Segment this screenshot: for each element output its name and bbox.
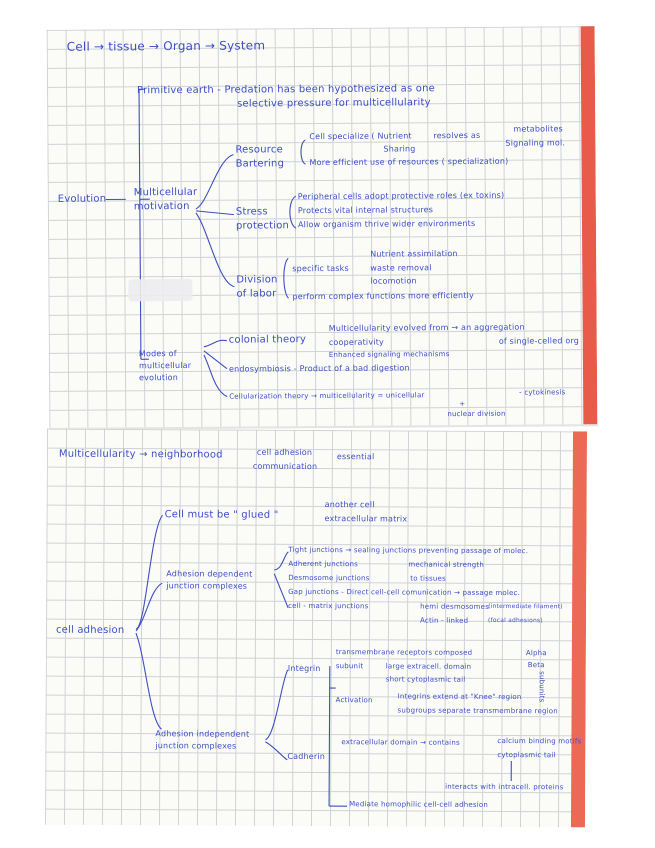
gap-junctions-text: Gap junctions - Direct cell-cell comunication → passage molec. xyxy=(288,587,521,598)
endosymbiosis-text: endosymbiosis - Product of a bad digestion xyxy=(228,363,410,374)
specific-tasks-text: specific tasks xyxy=(292,263,349,274)
desmosome-junctions-text: Desmosome junctions xyxy=(288,573,370,583)
division-label-2: of labor xyxy=(236,288,277,300)
transmembrane-text: transmembrane receptors composed xyxy=(335,648,473,657)
tight-junctions-text: Tight junctions → sealing junctions preventing passage of molec. xyxy=(288,545,529,556)
title-cell-to-system: Cell → tissue → Organ → System xyxy=(66,38,266,54)
adherent-junctions-text: Adherent junctions xyxy=(288,559,358,569)
to-tissues-text: to tissues xyxy=(410,574,446,583)
crossed-out-scribble xyxy=(128,279,192,301)
activation-label: Activation xyxy=(335,696,373,705)
efficient-use-text: More efficient use of resources ( specialization) xyxy=(309,156,509,168)
cell-adhesion-item: cell adhesion xyxy=(256,447,313,457)
of-single-celled-text: of single-celled org xyxy=(498,336,580,346)
modes-label-1: Modes of xyxy=(138,349,177,359)
mindmap-lines-bottom xyxy=(45,429,587,828)
mediate-homophilic-text: Mediate homophilic cell-cell adhesion xyxy=(349,800,489,809)
adhesion-dependent-1: Adhesion dependent xyxy=(166,569,253,579)
nutrient-text: ( Nutrient xyxy=(371,131,412,141)
protects-text: Protects vital internal structures xyxy=(297,205,434,216)
metabolites-text: metabolites xyxy=(513,124,563,134)
notes-sheet-top xyxy=(47,26,598,430)
glued-text: Cell must be " glued " xyxy=(164,509,279,521)
another-cell-text: another cell xyxy=(324,500,375,510)
actin-linked-text: Actin - linked xyxy=(420,616,469,625)
subgroups-text: subgroups separate transmembrane region xyxy=(397,706,558,716)
calcium-binding-text: calcium binding motifs xyxy=(497,736,582,746)
subunits-side-text: subunits xyxy=(537,671,546,703)
cellularization-text: Cellularization theory → multicellularity = unicellular xyxy=(229,391,425,401)
plus-sign: + xyxy=(459,400,466,409)
modes-label-2: multicellular xyxy=(138,360,192,371)
extracellular-domain-text: extracellular domain → contains xyxy=(341,738,460,747)
perform-functions-text: perform complex functions more efficiently xyxy=(292,290,474,302)
actin-note: (focal adhesions) xyxy=(488,616,543,625)
notes-sheet-bottom xyxy=(45,429,587,828)
hemi-note: (intermediate filament) xyxy=(488,602,563,611)
multicellularity-from-text: Multicellularity evolved from → an aggregation xyxy=(328,322,525,333)
resolves-text: resolves as xyxy=(433,130,481,141)
subunit-text: subunit xyxy=(335,662,364,671)
nutrient-assimilation-text: Nutrient assimilation xyxy=(370,249,458,259)
alpha-text: Alpha xyxy=(525,649,547,658)
division-label-1: Division xyxy=(236,274,278,286)
enhanced-signaling-text: Enhanced signaling mechanisms xyxy=(328,350,450,359)
modes-label-3: evolution xyxy=(139,373,179,383)
cell-matrix-junctions-text: cell - matrix junctions xyxy=(288,601,369,611)
stress-label-2: protection xyxy=(235,220,290,232)
signaling-text: Signaling mol. xyxy=(505,138,566,148)
integrins-extend-text: Integrins extend at "Knee" region xyxy=(397,692,522,702)
sharing-text: Sharing xyxy=(383,144,416,154)
short-tail-text: short cytoplasmic tail xyxy=(385,675,466,684)
motivation-label-1: Multicellular xyxy=(133,186,198,199)
allow-text: Allow organism thrive wider environments xyxy=(297,218,476,230)
extracellular-matrix-text: extracellular matrix xyxy=(324,514,408,524)
mechanical-strength-text: mechanical strength xyxy=(408,560,485,569)
neighborhood-text: Multicellularity → neighborhood xyxy=(58,448,223,461)
waste-removal-text: waste removal xyxy=(370,263,432,273)
primitive-earth-line2: selective pressure for multicellularity xyxy=(237,97,431,110)
resource-label-2: Bartering xyxy=(235,158,285,170)
large-domain-text: large extracell. domain xyxy=(385,662,472,671)
cell-adhesion-root: cell adhesion xyxy=(55,624,125,636)
evolution-label: Evolution xyxy=(57,193,107,205)
cooperativity-text: cooperativity xyxy=(328,337,385,347)
cell-specialize-text: Cell specialize xyxy=(309,131,370,142)
resource-label-1: Resource xyxy=(235,144,283,156)
cadherin-label: Cadherin xyxy=(287,751,326,762)
adhesion-dependent-2: junction complexes xyxy=(166,581,248,591)
colonial-theory: colonial theory xyxy=(228,334,307,346)
beta-text: Beta xyxy=(527,661,545,670)
primitive-earth-line: Primitive earth - Predation has been hypothesized as one xyxy=(136,83,436,97)
cytokinesis-text: - cytokinesis xyxy=(519,388,566,397)
essential-text: essential xyxy=(336,452,375,462)
adhesion-independent-1: Adhesion independent xyxy=(155,729,250,739)
locomotion-text: locomotion xyxy=(370,276,417,286)
stress-label-1: Stress xyxy=(235,206,268,218)
nuclear-division-text: nuclear division xyxy=(447,409,506,419)
peripheral-text: Peripheral cells adopt protective roles (ex toxins) xyxy=(297,190,505,202)
motivation-label-2: motivation xyxy=(133,200,190,213)
hemidesmosomes-text: hemi desmosomes xyxy=(420,602,490,611)
adhesion-independent-2: junction complexes xyxy=(155,741,237,751)
communication-item: communication xyxy=(252,461,318,472)
interacts-text: interacts with intracell. proteins xyxy=(445,782,564,792)
cytoplasmic-tail-text: cytoplasmic tail xyxy=(497,750,556,760)
integrin-label: Integrin xyxy=(287,663,321,674)
